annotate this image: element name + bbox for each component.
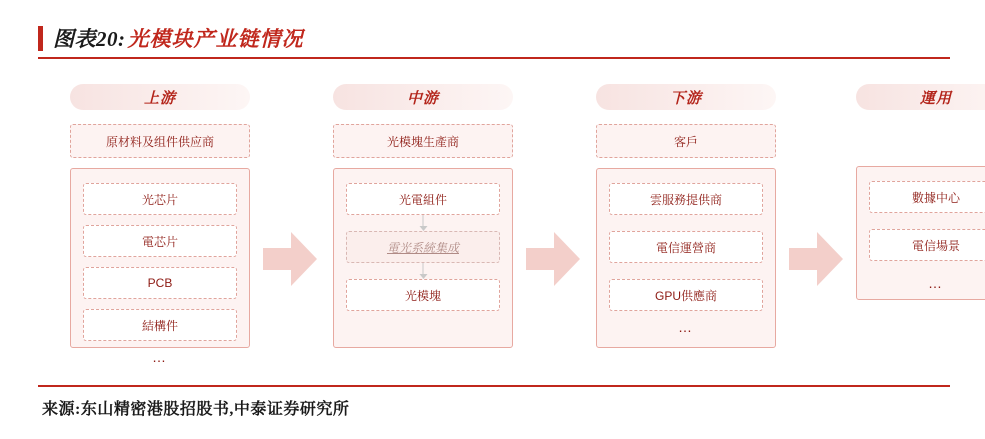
arrow-downstream-to-application [789, 232, 843, 286]
node-data-center: 數據中心 [869, 181, 985, 213]
column-upstream [70, 84, 250, 365]
band-module-manufacturer: 光模塊生產商 [333, 124, 513, 158]
node-electro-optical-system-integration: 電光系統集成 [346, 231, 500, 263]
column-downstream [596, 84, 776, 348]
column-header-upstream: 上游 [70, 84, 250, 110]
page-title [38, 18, 950, 58]
column-midstream [333, 84, 513, 348]
source-note: 来源:东山精密港股招股书,中泰证券研究所 [42, 401, 350, 418]
arrow-upstream-to-midstream [263, 232, 317, 286]
node-cloud-service-provider: 雲服務提供商 [609, 183, 763, 215]
ellipsis-upstream: … [152, 349, 168, 365]
arrow-midstream-to-downstream [526, 232, 580, 286]
title-accent-bar [38, 26, 43, 51]
column-header-midstream: 中游 [333, 84, 513, 110]
band-upstream-suppliers: 原材料及组件供应商 [70, 124, 250, 158]
node-pcb: PCB [83, 267, 237, 299]
node-telecom-operator: 電信運營商 [609, 231, 763, 263]
node-telecom-scenario: 電信場景 [869, 229, 985, 261]
column-application [856, 84, 985, 300]
connector-arrow-down-2 [419, 263, 428, 279]
ellipsis-application: … [928, 275, 944, 291]
figure-title: 光模块产业链情况 [127, 27, 304, 51]
node-optical-chip: 光芯片 [83, 183, 237, 215]
node-optoelectronic-component: 光電組件 [346, 183, 500, 215]
panel-application [856, 166, 985, 300]
divider-bottom [38, 385, 950, 387]
node-optical-module: 光模塊 [346, 279, 500, 311]
node-structural-parts: 結構件 [83, 309, 237, 341]
value-chain-diagram [38, 72, 960, 377]
connector-arrow-down-1 [419, 215, 428, 231]
node-gpu-supplier: GPU供應商 [609, 279, 763, 311]
divider-top [38, 57, 950, 59]
band-customers: 客戶 [596, 124, 776, 158]
node-electrical-chip: 電芯片 [83, 225, 237, 257]
panel-upstream [70, 168, 250, 365]
column-header-downstream: 下游 [596, 84, 776, 110]
panel-downstream [596, 168, 776, 348]
column-header-application: 運用 [856, 84, 985, 110]
panel-midstream [333, 168, 513, 348]
ellipsis-downstream: … [678, 319, 694, 335]
figure-label: 图表20: [53, 27, 126, 51]
